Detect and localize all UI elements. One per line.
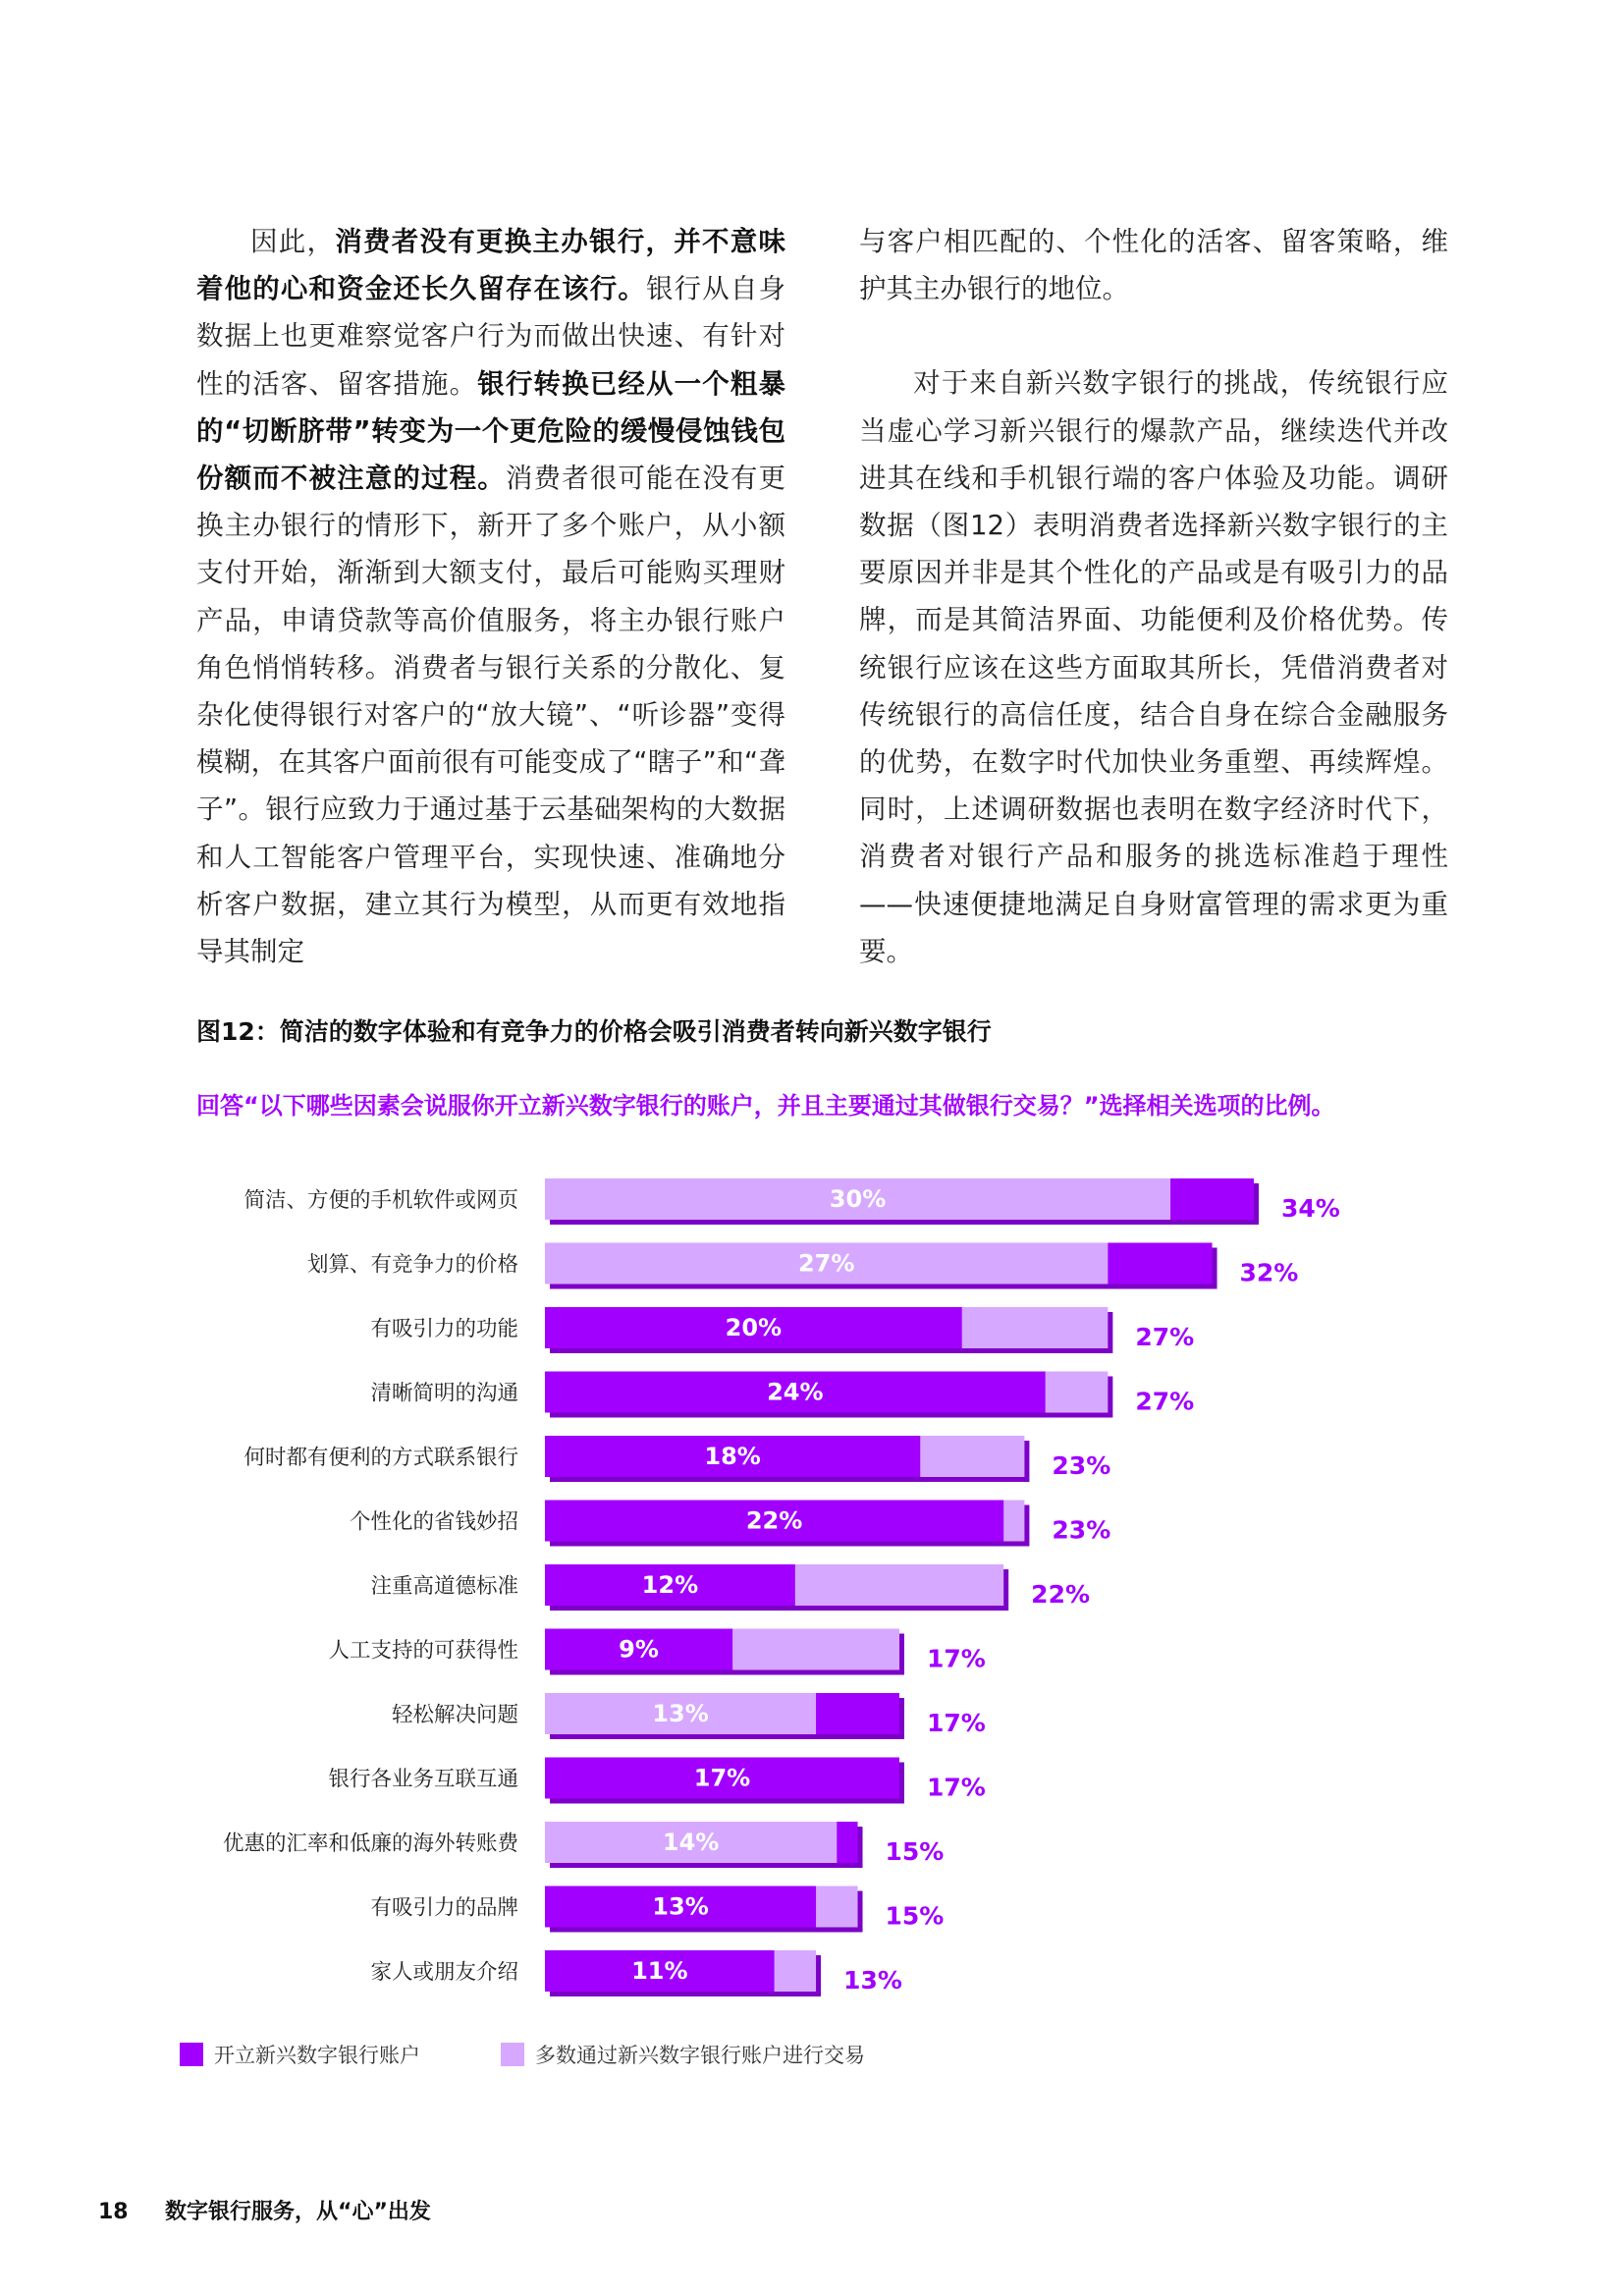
bar-value-label: 22%	[745, 1506, 803, 1535]
body-paragraph	[196, 218, 785, 975]
bar-total-label: 32%	[1239, 1258, 1299, 1287]
legend-label-transactions: 多数通过新兴数字银行账户进行交易	[535, 2044, 865, 2067]
page-number: 18	[98, 2200, 129, 2224]
bar-total-label: 15%	[885, 1901, 945, 1931]
category-label: 有吸引力的功能	[370, 1317, 518, 1341]
bar-value-label: 24%	[767, 1378, 824, 1406]
bar-total-label: 27%	[1135, 1387, 1195, 1416]
bar-value-label: 13%	[652, 1892, 709, 1921]
bar-value-label: 14%	[662, 1829, 720, 1856]
bar-total-label: 13%	[843, 1966, 902, 1995]
bar-value-label: 20%	[725, 1314, 783, 1341]
bar-total-label: 27%	[1135, 1323, 1195, 1351]
category-label: 轻松解决问题	[391, 1703, 518, 1727]
body-paragraph: 与客户相匹配的、个性化的活客、留客策略，维护其主办银行的地位。	[859, 226, 1448, 305]
bar-value-label: 9%	[619, 1635, 659, 1664]
bar-value-label: 17%	[693, 1764, 751, 1792]
text-run: 消费者很可能在没有更换主办银行的情形下，新开了多个账户，从小额支付开始，渐渐到大额支付，最后可能购买理财产品，申请贷款等高价值服务，将主办银行账户角色悄悄转移。消费者与银行关系的分散化、复杂化使得银行对客户的“放大镜”、“听诊器”变得模糊，在其客户面前很有可能变成了“瞎子”和“聋子”。银行应致力于通过基于云基础架构的大数据和人工智能客户管理平台，实现快速、准确地分析客户数据，建立其行为模型，从而更有效地指导其制定	[196, 463, 785, 968]
figure-title: 图12：简洁的数字体验和有竞争力的价格会吸引消费者转向新兴数字银行	[196, 1017, 992, 1046]
bar-value-label: 11%	[631, 1957, 688, 1985]
category-label: 划算、有竞争力的价格	[306, 1252, 518, 1278]
bar-total-label: 17%	[927, 1709, 986, 1737]
bar-total-label: 23%	[1052, 1451, 1111, 1480]
body-paragraph: 对于来自新兴数字银行的挑战，传统银行应当虚心学习新兴银行的爆款产品，继续迭代并改进其在线和手机银行端的客户体验及功能。调研数据（图12）表明消费者选择新兴数字银行的主要原因并非是其个性化的产品或是有吸引力的品牌，而是其简洁界面、功能便利及价格优势。传统银行应该在这些方面取其所长，凭借消费者对传统银行的高信任度，结合自身在综合金融服务的优势，在数字时代加快业务重塑、再续辉煌。同时，上述调研数据也表明在数字经济时代下，消费者对银行产品和服务的挑选标准趋于理性——快速便捷地满足自身财富管理的需求更为重要。	[859, 367, 1448, 967]
bar-total-label: 17%	[927, 1644, 986, 1673]
bar-total-label: 23%	[1052, 1515, 1111, 1545]
category-label: 注重高道德标准	[370, 1574, 518, 1599]
category-label: 人工支持的可获得性	[328, 1638, 518, 1664]
figure-subtitle: 回答“以下哪些因素会说服你开立新兴数字银行的账户，并且主要通过其做银行交易？”选择相关选项的比例。	[196, 1092, 1335, 1120]
text-run: 因此，	[250, 226, 336, 257]
text-run: 银行从自身数据上也更难察觉客户行为而做出快速、有针对性的活客、留客措施。	[196, 273, 785, 400]
category-label: 何时都有便利的方式联系银行	[243, 1446, 518, 1470]
footer-title: 数字银行服务，从“心”出发	[165, 2200, 431, 2224]
legend-label-open-account: 开立新兴数字银行账户	[214, 2044, 420, 2067]
legend-swatch-open-account	[180, 2043, 203, 2066]
body-column-right	[859, 218, 1448, 975]
page-footer	[98, 2195, 431, 2225]
bar-value-label: 30%	[829, 1185, 887, 1213]
bar-value-label: 27%	[797, 1249, 855, 1278]
category-label: 个性化的省钱妙招	[349, 1509, 518, 1535]
bar-value-label: 12%	[641, 1571, 699, 1599]
category-label: 清晰简明的沟通	[370, 1381, 518, 1406]
bold-text: 消费者没有更换主办银行，并不意味着他的心和资金还长久留存在该行。	[196, 226, 785, 305]
legend-swatch-transactions	[501, 2043, 524, 2066]
bar-value-label: 13%	[652, 1700, 709, 1727]
bold-text: 银行转换已经从一个粗暴的“切断脐带”转变为一个更危险的缓慢侵蚀钱包份额而不被注意的过程。	[196, 367, 785, 495]
category-label: 优惠的汇率和低廉的海外转账费	[222, 1831, 518, 1856]
stacked-bar-chart	[0, 1159, 1623, 2102]
category-label: 银行各业务互联互通	[328, 1767, 518, 1792]
bar-total-label: 17%	[927, 1773, 986, 1802]
bar-total-label: 15%	[885, 1837, 945, 1866]
category-label: 有吸引力的品牌	[370, 1895, 518, 1921]
bar-total-label: 34%	[1281, 1194, 1340, 1223]
body-column-left	[196, 218, 785, 975]
bar-value-label: 18%	[704, 1443, 761, 1470]
category-label: 简洁、方便的手机软件或网页	[243, 1188, 518, 1213]
category-label: 家人或朋友介绍	[370, 1960, 518, 1985]
bar-total-label: 22%	[1031, 1580, 1091, 1609]
